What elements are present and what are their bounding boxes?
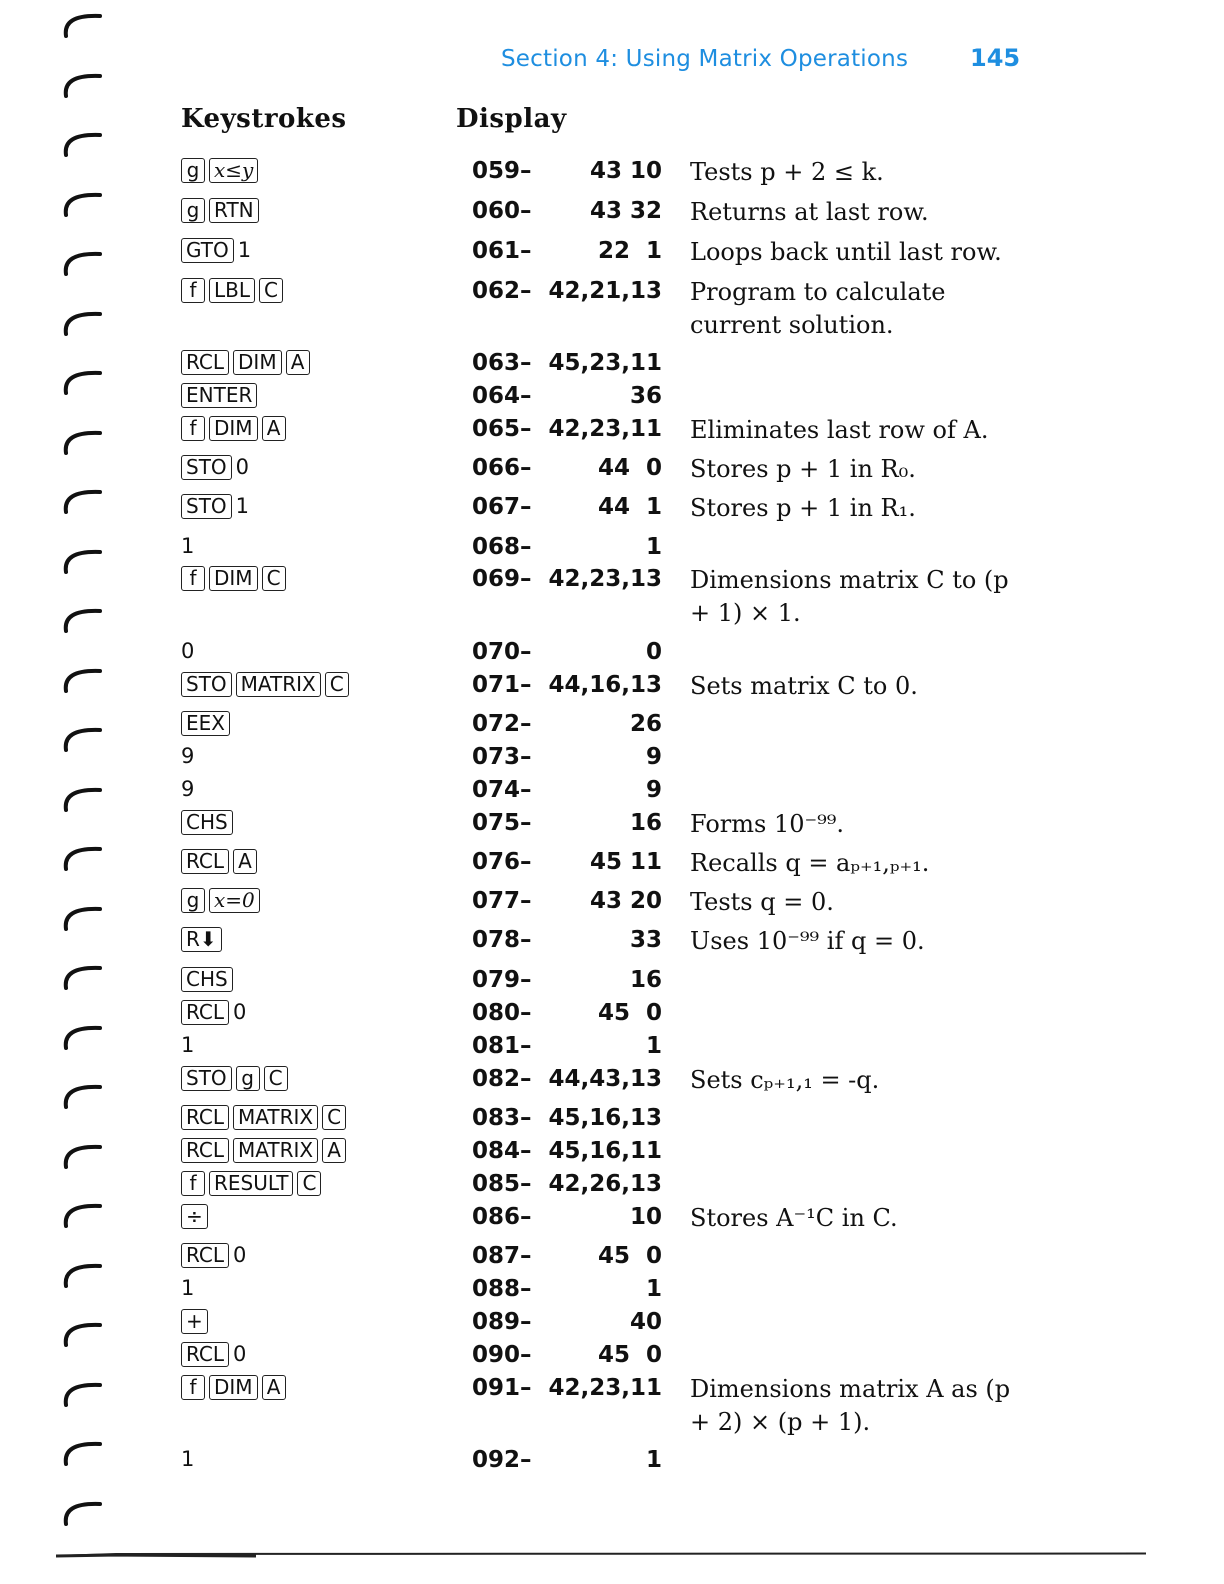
- keystroke-sequence: [181, 1204, 212, 1229]
- keycode: 0: [645, 639, 662, 665]
- keystroke-digit: 1: [181, 1033, 195, 1057]
- keycode: 42,21,13: [548, 278, 662, 304]
- keystroke-sequence: [181, 927, 226, 952]
- step-description: Program to calculate current solution.: [690, 278, 946, 339]
- keystroke-digit: 1: [181, 1447, 195, 1471]
- keycode: 16: [629, 810, 662, 836]
- calculator-key: DIM: [233, 350, 282, 375]
- program-step-number: 072–: [472, 711, 532, 737]
- keystroke-sequence: [181, 1171, 325, 1196]
- calculator-key: C: [262, 566, 286, 591]
- keystroke-sequence: [181, 350, 314, 375]
- keystroke-sequence: [181, 1033, 194, 1058]
- calculator-key: MATRIX: [233, 1105, 318, 1130]
- calculator-key: STO: [181, 494, 232, 519]
- table-row: [0, 455, 1224, 495]
- calculator-key: MATRIX: [233, 1138, 318, 1163]
- keystroke-sequence: [181, 672, 353, 697]
- section-title: Section 4: Using Matrix Operations: [501, 46, 909, 72]
- keystroke-digit: 9: [181, 777, 195, 801]
- program-step-number: 071–: [472, 672, 532, 698]
- keystroke-digit: 0: [233, 1000, 247, 1024]
- program-step-number: 083–: [472, 1105, 532, 1131]
- program-step-number: 060–: [472, 198, 532, 224]
- keystroke-sequence: [181, 744, 194, 769]
- keycode: 44,43,13: [548, 1066, 662, 1092]
- keystroke-digit: 1: [181, 1276, 195, 1300]
- keystroke-sequence: [181, 158, 262, 183]
- keystroke-sequence: [181, 534, 194, 559]
- keycode: 45,23,11: [548, 350, 662, 376]
- keystroke-sequence: [181, 278, 287, 303]
- keystroke-sequence: [181, 416, 290, 441]
- keycode: 45,16,11: [548, 1138, 662, 1164]
- table-row: [0, 1204, 1224, 1244]
- calculator-key: f: [181, 1375, 205, 1400]
- step-description: Dimensions matrix A as (p + 2) × (p + 1).: [690, 1375, 1011, 1436]
- bottom-rule: [56, 1552, 1146, 1558]
- step-description: Returns at last row.: [690, 198, 929, 226]
- calculator-key: A: [286, 350, 310, 375]
- keystrokes-column-heading: Keystrokes: [181, 104, 347, 134]
- program-step-number: 075–: [472, 810, 532, 836]
- step-description: Sets cₚ₊₁,₁ = -q.: [690, 1066, 880, 1094]
- program-step-number: 090–: [472, 1342, 532, 1368]
- keycode: 16: [629, 967, 662, 993]
- table-row: [0, 1066, 1224, 1106]
- step-description: Dimensions matrix C to (p + 1) × 1.: [690, 566, 1009, 627]
- keycode: 45 0: [597, 1342, 662, 1368]
- keycode: 9: [645, 777, 662, 803]
- keystroke-sequence: [181, 967, 237, 992]
- step-description: Stores p + 1 in R₀.: [690, 455, 916, 483]
- keycode: 26: [629, 711, 662, 737]
- calculator-key: RTN: [209, 198, 259, 223]
- keycode: 36: [629, 383, 662, 409]
- keystroke-digit: 1: [237, 238, 252, 262]
- calculator-key: A: [262, 1375, 286, 1400]
- keycode: 1: [645, 1276, 662, 1302]
- calculator-key: RCL: [181, 849, 229, 874]
- program-step-number: 087–: [472, 1243, 532, 1269]
- keycode: 43 10: [589, 158, 662, 184]
- calculator-key: f: [181, 566, 205, 591]
- program-step-number: 068–: [472, 534, 532, 560]
- calculator-key: C: [264, 1066, 288, 1091]
- calculator-key: C: [259, 278, 283, 303]
- table-row: [0, 278, 1224, 339]
- calculator-key: RCL: [181, 350, 229, 375]
- keystroke-digit: 0: [233, 1342, 247, 1366]
- calculator-key: +: [181, 1309, 208, 1334]
- keystroke-sequence: [181, 1105, 350, 1130]
- keystroke-sequence: [181, 198, 263, 223]
- keystroke-sequence: [181, 639, 194, 664]
- keycode: 42,26,13: [548, 1171, 662, 1197]
- keystroke-sequence: [181, 777, 194, 802]
- keystroke-sequence: [181, 1138, 350, 1163]
- keystroke-digit: 9: [181, 744, 195, 768]
- keycode: 45 0: [597, 1000, 662, 1026]
- keycode: 33: [629, 927, 662, 953]
- table-row: [0, 927, 1224, 967]
- keystroke-digit: 0: [233, 1243, 247, 1267]
- spiral-hook: [60, 1500, 104, 1526]
- keystroke-sequence: [181, 1342, 246, 1367]
- keycode: 44 0: [597, 455, 662, 481]
- calculator-key: A: [322, 1138, 346, 1163]
- calculator-key: EEX: [181, 711, 230, 736]
- step-description: Uses 10⁻⁹⁹ if q = 0.: [690, 927, 925, 955]
- program-step-number: 067–: [472, 494, 532, 520]
- keystroke-digit: 0: [181, 639, 195, 663]
- step-description: Recalls q = aₚ₊₁,ₚ₊₁.: [690, 849, 930, 877]
- keycode: 43 32: [589, 198, 662, 224]
- keycode: 45 11: [589, 849, 662, 875]
- calculator-key: C: [325, 672, 349, 697]
- keystroke-sequence: [181, 810, 237, 835]
- display-column-heading: Display: [456, 104, 567, 134]
- keycode: 40: [629, 1309, 662, 1335]
- page-number: 145: [970, 44, 1021, 72]
- keycode: 43 20: [589, 888, 662, 914]
- calculator-key: x≤y: [209, 158, 258, 183]
- calculator-key: ENTER: [181, 383, 257, 408]
- calculator-key: g: [181, 198, 205, 223]
- keycode: 44,16,13: [548, 672, 662, 698]
- program-step-number: 063–: [472, 350, 532, 376]
- calculator-key: C: [322, 1105, 346, 1130]
- calculator-key: R⬇: [181, 927, 222, 952]
- calculator-key: f: [181, 278, 205, 303]
- calculator-key: RCL: [181, 1243, 229, 1268]
- calculator-key: f: [181, 1171, 205, 1196]
- spiral-hook: [60, 131, 104, 157]
- program-step-number: 091–: [472, 1375, 532, 1401]
- program-step-number: 061–: [472, 238, 532, 264]
- calculator-key: STO: [181, 1066, 232, 1091]
- calculator-key: CHS: [181, 967, 233, 992]
- program-step-number: 092–: [472, 1447, 532, 1473]
- step-description: Forms 10⁻⁹⁹.: [690, 810, 845, 838]
- keycode: 42,23,11: [548, 416, 662, 442]
- keycode: 1: [645, 534, 662, 560]
- calculator-key: RCL: [181, 1000, 229, 1025]
- keystroke-sequence: [181, 1243, 246, 1268]
- step-description: Tests q = 0.: [690, 888, 834, 916]
- calculator-key: LBL: [209, 278, 255, 303]
- program-step-number: 086–: [472, 1204, 532, 1230]
- calculator-key: g: [181, 888, 205, 913]
- program-step-number: 070–: [472, 639, 532, 665]
- keystroke-sequence: [181, 383, 261, 408]
- program-step-number: 085–: [472, 1171, 532, 1197]
- step-description: Stores p + 1 in R₁.: [690, 494, 916, 522]
- program-step-number: 080–: [472, 1000, 532, 1026]
- keycode: 45 0: [597, 1243, 662, 1269]
- calculator-key: A: [233, 849, 257, 874]
- table-row: [0, 1375, 1224, 1436]
- keystroke-sequence: [181, 1000, 246, 1025]
- calculator-key: DIM: [209, 1375, 258, 1400]
- step-description: Stores A⁻¹C in C.: [690, 1204, 898, 1232]
- calculator-key: f: [181, 416, 205, 441]
- keycode: 22 1: [597, 238, 662, 264]
- calculator-key: A: [262, 416, 286, 441]
- calculator-key: g: [236, 1066, 260, 1091]
- calculator-key: x=0: [209, 888, 260, 913]
- keycode: 1: [645, 1033, 662, 1059]
- table-row: [0, 1447, 1224, 1487]
- program-step-number: 088–: [472, 1276, 532, 1302]
- spiral-hook: [60, 72, 104, 98]
- keystroke-sequence: [181, 888, 264, 913]
- table-row: [0, 849, 1224, 889]
- keycode: 10: [629, 1204, 662, 1230]
- calculator-key: GTO: [181, 238, 234, 263]
- program-step-number: 079–: [472, 967, 532, 993]
- keystroke-sequence: [181, 1447, 194, 1472]
- table-row: [0, 494, 1224, 534]
- calculator-key: MATRIX: [236, 672, 321, 697]
- calculator-key: DIM: [209, 416, 258, 441]
- calculator-key: CHS: [181, 810, 233, 835]
- program-step-number: 081–: [472, 1033, 532, 1059]
- program-step-number: 089–: [472, 1309, 532, 1335]
- keystroke-sequence: [181, 1276, 194, 1301]
- keystroke-sequence: [181, 566, 290, 591]
- calculator-key: RCL: [181, 1342, 229, 1367]
- program-step-number: 078–: [472, 927, 532, 953]
- keystroke-sequence: [181, 1066, 292, 1091]
- program-step-number: 084–: [472, 1138, 532, 1164]
- table-row: [0, 888, 1224, 928]
- table-row: [0, 416, 1224, 456]
- keystroke-sequence: [181, 494, 249, 519]
- keystroke-sequence: [181, 1375, 290, 1400]
- table-row: [0, 238, 1224, 278]
- spiral-hook: [60, 12, 104, 38]
- calculator-key: ÷: [181, 1204, 208, 1229]
- program-step-number: 062–: [472, 278, 532, 304]
- program-step-number: 082–: [472, 1066, 532, 1092]
- spiral-hook: [60, 607, 104, 633]
- keystroke-sequence: [181, 455, 249, 480]
- keystroke-sequence: [181, 711, 234, 736]
- keycode: 45,16,13: [548, 1105, 662, 1131]
- step-description: Loops back until last row.: [690, 238, 1002, 266]
- calculator-key: g: [181, 158, 205, 183]
- keystroke-sequence: [181, 849, 261, 874]
- step-description: Eliminates last row of A.: [690, 416, 989, 444]
- table-row: [0, 198, 1224, 238]
- keystroke-sequence: [181, 1309, 212, 1334]
- calculator-key: RCL: [181, 1138, 229, 1163]
- calculator-key: C: [297, 1171, 321, 1196]
- keystroke-digit: 1: [181, 534, 195, 558]
- table-row: [0, 672, 1224, 712]
- keycode: 9: [645, 744, 662, 770]
- keycode: 1: [645, 1447, 662, 1473]
- step-description: Tests p + 2 ≤ k.: [690, 158, 884, 186]
- keystroke-digit: 0: [235, 455, 250, 479]
- calculator-key: RESULT: [209, 1171, 293, 1196]
- program-step-number: 074–: [472, 777, 532, 803]
- calculator-key: STO: [181, 455, 232, 480]
- calculator-key: DIM: [209, 566, 258, 591]
- program-step-number: 059–: [472, 158, 532, 184]
- program-step-number: 066–: [472, 455, 532, 481]
- program-step-number: 065–: [472, 416, 532, 442]
- program-step-number: 077–: [472, 888, 532, 914]
- step-description: Sets matrix C to 0.: [690, 672, 918, 700]
- table-row: [0, 566, 1224, 627]
- calculator-key: STO: [181, 672, 232, 697]
- keycode: 42,23,11: [548, 1375, 662, 1401]
- keystroke-digit: 1: [235, 494, 250, 518]
- calculator-key: RCL: [181, 1105, 229, 1130]
- table-row: [0, 810, 1224, 850]
- keycode: 42,23,13: [548, 566, 662, 592]
- keystroke-sequence: [181, 238, 251, 263]
- keycode: 44 1: [597, 494, 662, 520]
- table-row: [0, 158, 1224, 198]
- program-step-number: 076–: [472, 849, 532, 875]
- program-step-number: 073–: [472, 744, 532, 770]
- program-step-number: 069–: [472, 566, 532, 592]
- program-step-number: 064–: [472, 383, 532, 409]
